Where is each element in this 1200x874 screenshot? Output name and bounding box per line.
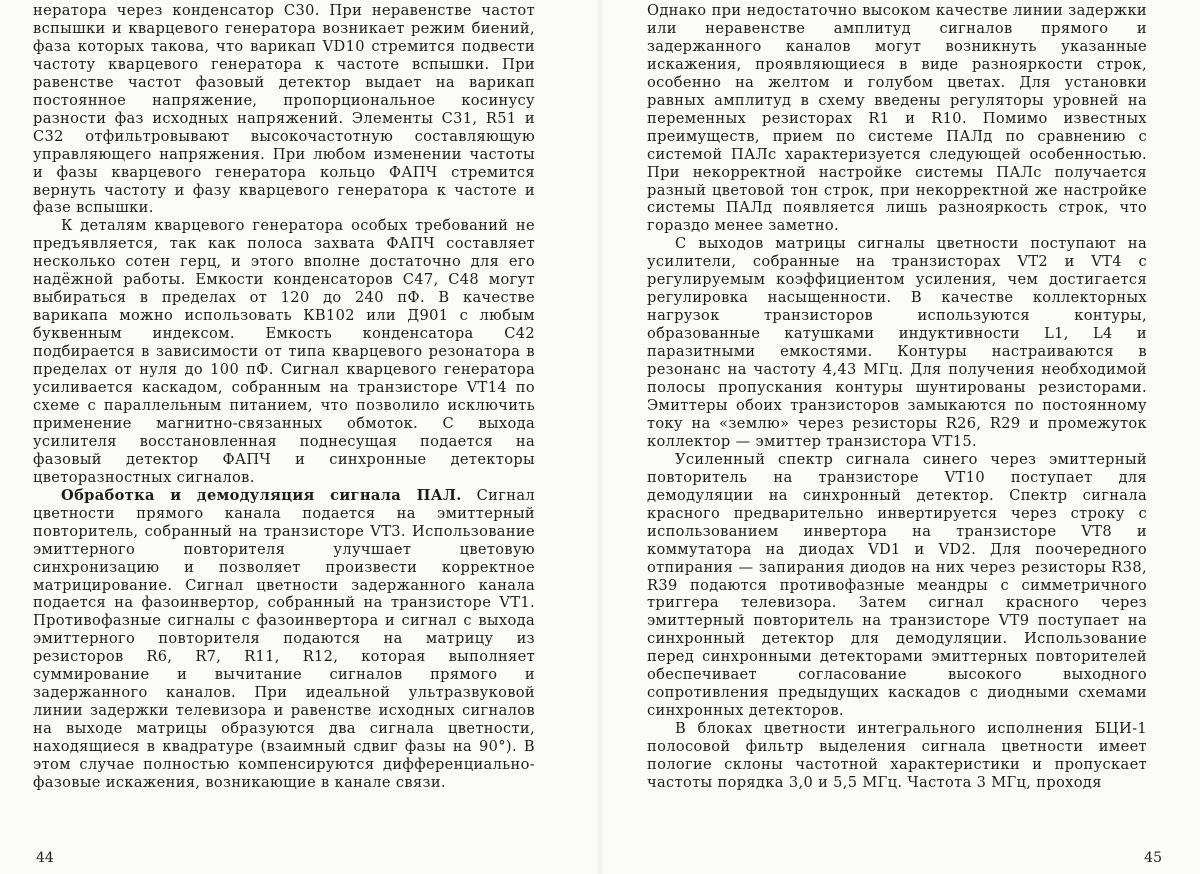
left-paragraph-1: нератора через конденсатор C30. При неравенстве частот вспышки и кварцевого генератора возникает режим биений, фаза которых такова, что варикап VD10 стремится подвести частоту кварцевого генератора к частоте вспышки. При равенстве частот фазовый детектор выдает на варикап постоянное напряжение, пропорциональное косинусу разности фаз исходных напряжений. Элементы C31, R51 и C32 отфильтровывают высокочастотную составляющую управляющего напряжения. При любом изменении частоты и фазы кварцевого генератора кольцо ФАПЧ стремится вернуть частоту и фазу кварцевого генератора к частоте и фазе вспышки. xyxy=(33,2,535,217)
left-page-text-column xyxy=(33,2,535,792)
right-page-number: 45 xyxy=(1144,850,1162,866)
right-page xyxy=(600,0,1200,874)
section-heading: Обработка и демодуляция сигнала ПАЛ. xyxy=(61,486,462,504)
right-paragraph-2: С выходов матрицы сигналы цветности поступают на усилители, собранные на транзисторах VT2 и VT4 с регулируемым коэффициентом усиления, чем достигается регулировка насыщенности. В качестве коллекторных нагрузок транзисторов используются контуры, образованные катушками индуктивности L1, L4 и паразитными емкостями. Контуры настраиваются в резонанс на частоту 4,43 МГц. Для получения необходимой полосы пропускания контуры шунтированы резисторами. Эмиттеры обоих транзисторов замыкаются по постоянному току на «землю» через резисторы R26, R29 и промежуток коллектор — эмиттер транзистора VT15. xyxy=(647,235,1147,450)
right-paragraph-3: Усиленный спектр сигнала синего через эмиттерный повторитель на транзисторе VT10 поступает для демодуляции на синхронный детектор. Спектр сигнала красного предварительно инвертируется через строку с использованием инвертора на транзисторе VT8 и коммутатора на диодах VD1 и VD2. Для поочередного отпирания — запирания диодов на них через резисторы R38, R39 подаются противофазные меандры с симметричного триггера телевизора. Затем сигнал красного через эмиттерный повторитель на транзисторе VT9 поступает на синхронный детектор для демодуляции. Использование перед синхронными детекторами эмиттерных повторителей обеспечивает согласование высокого выходного сопротивления предыдущих каскадов с диодными схемами синхронных детекторов. xyxy=(647,450,1147,720)
right-paragraph-4: В блоках цветности интегрального исполнения БЦИ-1 полосовой фильтр выделения сигнала цветности имеет пологие склоны частотной характеристики и пропускает частоты порядка 3,0 и 5,5 МГц. Частота 3 МГц, проходя xyxy=(647,720,1147,791)
right-paragraph-1: Однако при недостаточно высоком качестве линии задержки или неравенстве амплитуд сигналов прямого и задержанного каналов могут возникнуть указанные искажения, проявляющиеся в виде разнояркости строк, особенно на желтом и голубом цветах. Для установки равных амплитуд в схему введены регуляторы уровней на переменных резисторах R1 и R10. Помимо известных преимуществ, прием по системе ПАЛд по сравнению с системой ПАЛс характеризуется следующей особенностью. При некорректной настройке системы ПАЛс получается разный цветовой тон строк, при некорректной же настройке системы ПАЛд появляется лишь разнояркость строк, что гораздо менее заметно. xyxy=(647,2,1147,235)
left-page-number: 44 xyxy=(36,850,54,866)
right-page-text-column xyxy=(647,2,1147,792)
section-text: Сигнал цветности прямого канала подается на эмиттерный повторитель, собранный на транзисторе VT3. Использование эмиттерного повторителя улучшает цветовую синхронизацию и позволяет произвести корректное матрицирование. Сигнал цветности задержанного канала подается на фазоинвертор, собранный на транзисторе VT1. Противофазные сигналы с фазоинвертора и сигнал с выхода эмиттерного повторителя подаются на матрицу из резисторов R6, R7, R11, R12, которая выполняет суммирование и вычитание сигналов прямого и задержанного каналов. При идеальной ультразвуковой линии задержки телевизора и равенстве исходных сигналов на выходе матрицы образуются два сигнала цветности, находящиеся в квадратуре (взаимный сдвиг фазы на 90°). В этом случае полностью компенсируются дифференциально-фазовые искажения, возникающие в канале связи. xyxy=(33,486,536,791)
left-paragraph-3 xyxy=(33,487,535,792)
left-paragraph-2: К деталям кварцевого генератора особых требований не предъявляется, так как полоса захвата ФАПЧ составляет несколько сотен герц, и этого вполне достаточно для его надёжной работы. Емкости конденсаторов C47, C48 могут выбираться в пределах от 120 до 240 пФ. В качестве варикапа можно использовать КВ102 или Д901 с любым буквенным индексом. Емкость конденсатора C42 подбирается в зависимости от типа кварцевого резонатора в пределах от нуля до 100 пФ. Сигнал кварцевого генератора усиливается каскадом, собранным на транзисторе VT14 по схеме с параллельным питанием, что позволило исключить применение магнитно-связанных обмоток. С выхода усилителя восстановленная поднесущая подается на фазовый детектор ФАПЧ и синхронные детекторы цветоразностных сигналов. xyxy=(33,217,535,486)
